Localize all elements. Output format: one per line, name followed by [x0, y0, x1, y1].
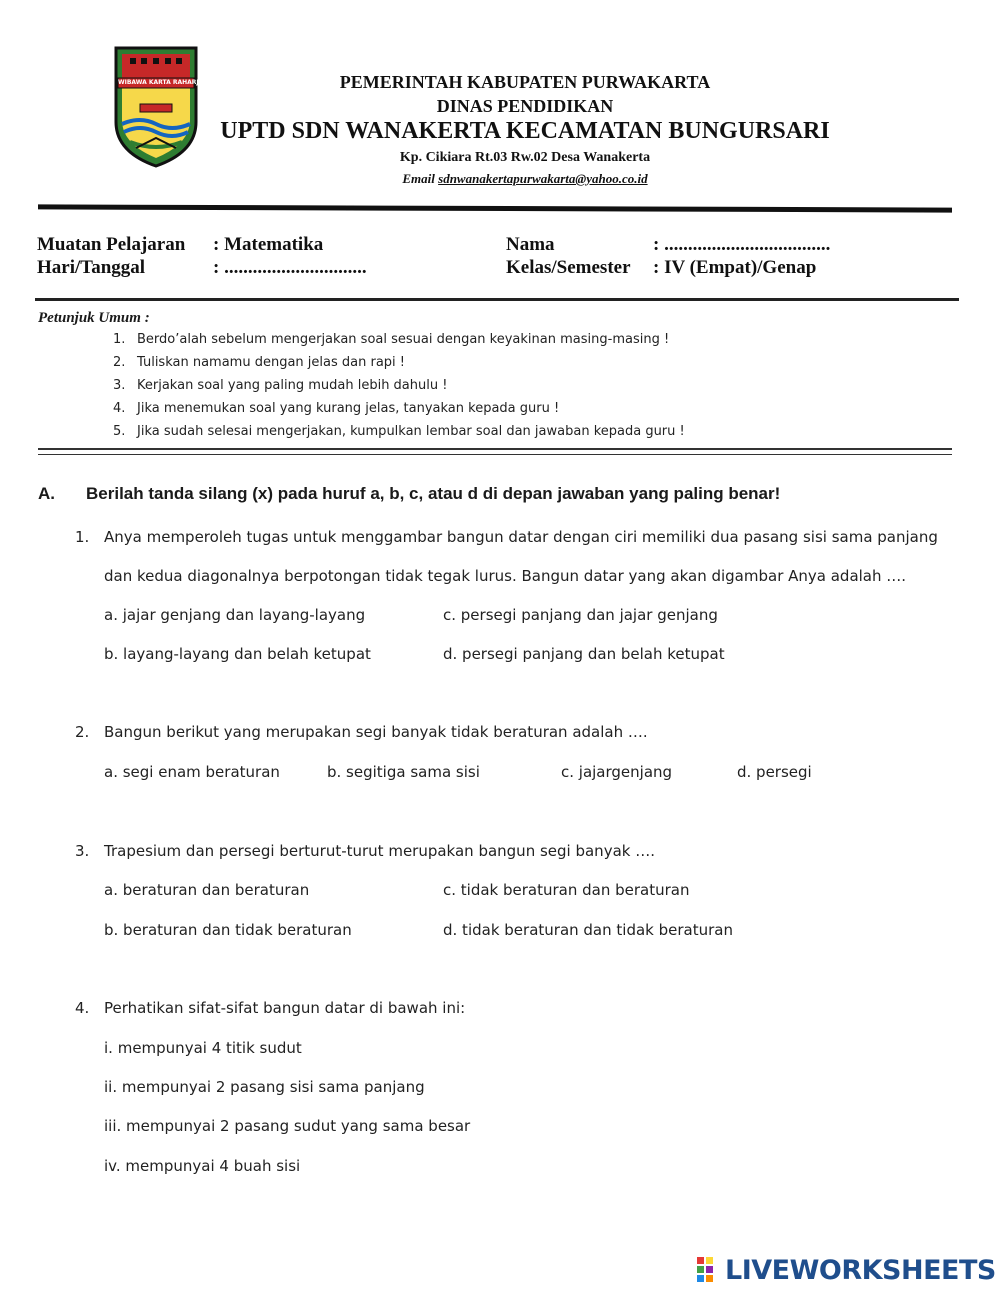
question-text: Perhatikan sifat-sifat bangun datar di bawah ini: [104, 999, 466, 1017]
instruction-item: 3. Kerjakan soal yang paling mudah lebih dahulu ! [113, 378, 448, 393]
question-text: Anya memperoleh tugas untuk menggambar bangun datar dengan ciri memiliki dua pasang sisi sama panjang [104, 528, 938, 546]
question-text: dan kedua diagonalnya berpotongan tidak tegak lurus. Bangun datar yang akan digambar Anya adalah …. [104, 567, 907, 585]
date-label: Hari/Tanggal [37, 257, 146, 278]
question-number: 2. [75, 723, 90, 741]
purwakarta-crest-icon [110, 44, 202, 168]
subject-label: Muatan Pelajaran [37, 234, 186, 255]
section-letter: A. [38, 484, 55, 503]
property-item: iii. mempunyai 2 pasang sudut yang sama besar [104, 1117, 471, 1135]
instruction-item: 1. Berdo’alah sebelum mengerjakan soal sesuai dengan keyakinan masing-masing ! [113, 332, 670, 347]
instructions-divider-bottom [38, 454, 952, 455]
instruction-item: 4. Jika menemukan soal yang kurang jelas, tanyakan kepada guru ! [113, 401, 560, 416]
property-item: i. mempunyai 4 titik sudut [104, 1039, 302, 1057]
instructions-title: Petunjuk Umum : [38, 310, 150, 326]
class-label: Kelas/Semester [506, 257, 631, 278]
kop-email [215, 171, 835, 187]
question-text: Trapesium dan persegi berturut-turut merupakan bangun segi banyak …. [104, 842, 655, 860]
option-a[interactable]: a. beraturan dan beraturan [104, 881, 310, 899]
name-field[interactable]: : ................................... [653, 234, 831, 255]
instructions-divider-top [38, 448, 952, 450]
option-b[interactable]: b. segitiga sama sisi [327, 763, 480, 781]
instruction-item: 2. Tuliskan namamu dengan jelas dan rapi ! [113, 355, 405, 370]
property-item: iv. mempunyai 4 buah sisi [104, 1157, 301, 1175]
question-text: Bangun berikut yang merupakan segi banyak tidak beraturan adalah …. [104, 723, 648, 741]
name-label: Nama [506, 234, 555, 255]
identity-divider [35, 298, 959, 301]
option-c[interactable]: c. jajargenjang [561, 763, 673, 781]
question-number: 4. [75, 999, 90, 1017]
logo-banner-text: WIBAWA KARTA RAHARJA [118, 79, 204, 86]
instruction-item: 5. Jika sudah selesai mengerjakan, kumpulkan lembar soal dan jawaban kepada guru ! [113, 424, 685, 439]
question-number: 3. [75, 842, 90, 860]
watermark-text: LIVEWORKSHEETS [725, 1254, 996, 1286]
school-logo [110, 44, 202, 168]
option-c[interactable]: c. tidak beraturan dan beraturan [443, 881, 690, 899]
property-item: ii. mempunyai 2 pasang sisi sama panjang [104, 1078, 425, 1096]
option-a[interactable]: a. jajar genjang dan layang-layang [104, 606, 366, 624]
kop-divider [38, 204, 952, 212]
kop-line-school: UPTD SDN WANAKERTA KECAMATAN BUNGURSARI [220, 118, 830, 144]
option-d[interactable]: d. tidak beraturan dan tidak beraturan [443, 921, 733, 939]
email-label: Email [402, 171, 435, 186]
option-a[interactable]: a. segi enam beraturan [104, 763, 280, 781]
option-d[interactable]: d. persegi panjang dan belah ketupat [443, 645, 725, 663]
option-d[interactable]: d. persegi [737, 763, 812, 781]
option-b[interactable]: b. layang-layang dan belah ketupat [104, 645, 371, 663]
liveworksheets-watermark[interactable] [697, 1253, 996, 1287]
option-c[interactable]: c. persegi panjang dan jajar genjang [443, 606, 718, 624]
question-number: 1. [75, 528, 90, 546]
section-title: Berilah tanda silang (x) pada huruf a, b, c, atau d di depan jawaban yang paling benar! [86, 484, 781, 503]
option-b[interactable]: b. beraturan dan tidak beraturan [104, 921, 352, 939]
subject-value: : Matematika [213, 234, 324, 255]
liveworksheets-logo-icon [697, 1257, 723, 1283]
kop-address: Kp. Cikiara Rt.03 Rw.02 Desa Wanakerta [399, 150, 651, 165]
class-value: : IV (Empat)/Genap [653, 257, 817, 278]
kop-line-department: DINAS PENDIDIKAN [436, 96, 614, 116]
date-field[interactable]: : .............................. [213, 257, 367, 278]
kop-line-government: PEMERINTAH KABUPATEN PURWAKARTA [339, 72, 711, 92]
email-link[interactable]: sdnwanakertapurwakarta@yahoo.co.id [438, 171, 648, 186]
